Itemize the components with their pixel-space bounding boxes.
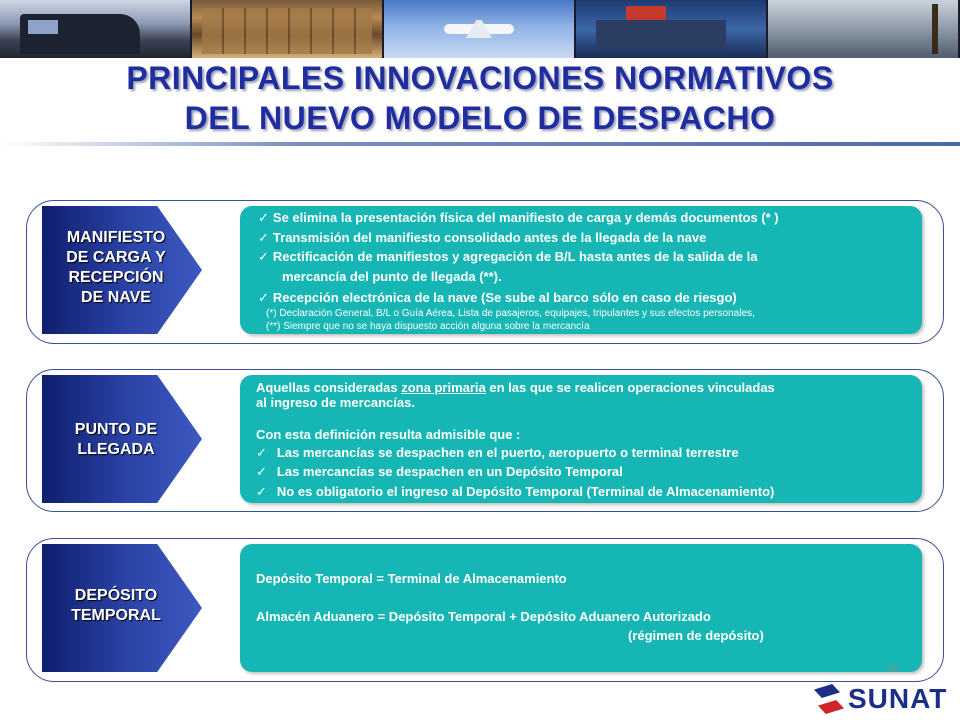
page-title-line-1: PRINCIPALES INNOVACIONES NORMATIVOS <box>126 60 834 96</box>
port-photo <box>768 0 960 58</box>
sunat-logo <box>814 678 960 720</box>
check-icon: ✓ <box>258 290 269 305</box>
sunat-logo-text: SUNAT <box>848 683 948 714</box>
bullet-item-continuation: mercancía del punto de llegada (**). <box>282 269 502 284</box>
page-title-line-2: DEL NUEVO MODELO DE DESPACHO <box>184 100 776 136</box>
check-icon: ✓ <box>256 445 267 460</box>
definition-line: Depósito Temporal = Terminal de Almacenamiento <box>256 571 567 586</box>
section-label-manifiesto <box>42 228 190 308</box>
bullet-item: ✓ Las mercancías se despachen en un Depósito Temporal <box>256 464 623 479</box>
check-icon: ✓ <box>258 249 269 264</box>
section-label-punto-llegada <box>42 420 190 460</box>
page-number: 20 <box>888 664 900 675</box>
title-divider <box>0 142 960 146</box>
sunat-logo-icon <box>814 682 844 716</box>
check-icon: ✓ <box>258 210 269 225</box>
footnote: (*) Declaración General, B/L o Guía Aérea, Lista de pasajeros, equipajes, tripulantes y sus efectos personales, <box>266 308 755 319</box>
section-content-manifiesto <box>240 206 922 334</box>
label-line: RECEPCIÓN <box>68 269 164 286</box>
airplane-photo <box>384 0 576 58</box>
intro-text-line2: al ingreso de mercancías. <box>256 395 415 410</box>
ship-photo <box>576 0 768 58</box>
footnote: (**) Siempre que no se haya dispuesto acción alguna sobre la mercancía <box>266 321 590 332</box>
label-line: DE NAVE <box>81 289 151 306</box>
section-content-deposito-temporal <box>240 544 922 672</box>
bullet-item: ✓ Las mercancías se despachen en el puerto, aeropuerto o terminal terrestre <box>256 445 739 460</box>
bullet-item: ✓ Se elimina la presentación física del manifiesto de carga y demás documentos (* ) <box>258 210 779 225</box>
subheading: Con esta definición resulta admisible que : <box>256 427 521 442</box>
zona-primaria-term: zona primaria <box>401 380 486 395</box>
intro-text: Aquellas consideradas zona primaria en las que se realicen operaciones vinculadas <box>256 380 775 395</box>
definition-note: (régimen de depósito) <box>628 628 764 643</box>
bullet-item: ✓ Recepción electrónica de la nave (Se sube al barco sólo en caso de riesgo) <box>258 290 737 305</box>
check-icon: ✓ <box>256 464 267 479</box>
label-line: TEMPORAL <box>71 607 161 624</box>
label-line: MANIFIESTO <box>66 229 166 246</box>
bullet-item: ✓ Transmisión del manifiesto consolidado antes de la llegada de la nave <box>258 230 707 245</box>
label-line: LLEGADA <box>77 441 155 458</box>
truck-photo <box>0 0 192 58</box>
label-line: DEPÓSITO <box>74 587 158 604</box>
header-banner <box>0 0 960 58</box>
section-content-punto-llegada <box>240 375 922 503</box>
check-icon: ✓ <box>258 230 269 245</box>
cargo-photo <box>192 0 384 58</box>
title-area <box>0 58 960 146</box>
bullet-item: ✓ Rectificación de manifiestos y agregación de B/L hasta antes de la salida de la <box>258 249 758 264</box>
definition-line: Almacén Aduanero = Depósito Temporal + Depósito Aduanero Autorizado <box>256 609 711 624</box>
label-line: PUNTO DE <box>74 421 158 438</box>
section-label-deposito-temporal <box>42 586 190 626</box>
bullet-item: ✓ No es obligatorio el ingreso al Depósito Temporal (Terminal de Almacenamiento) <box>256 484 775 499</box>
check-icon: ✓ <box>256 484 267 499</box>
label-line: DE CARGA Y <box>66 249 166 266</box>
